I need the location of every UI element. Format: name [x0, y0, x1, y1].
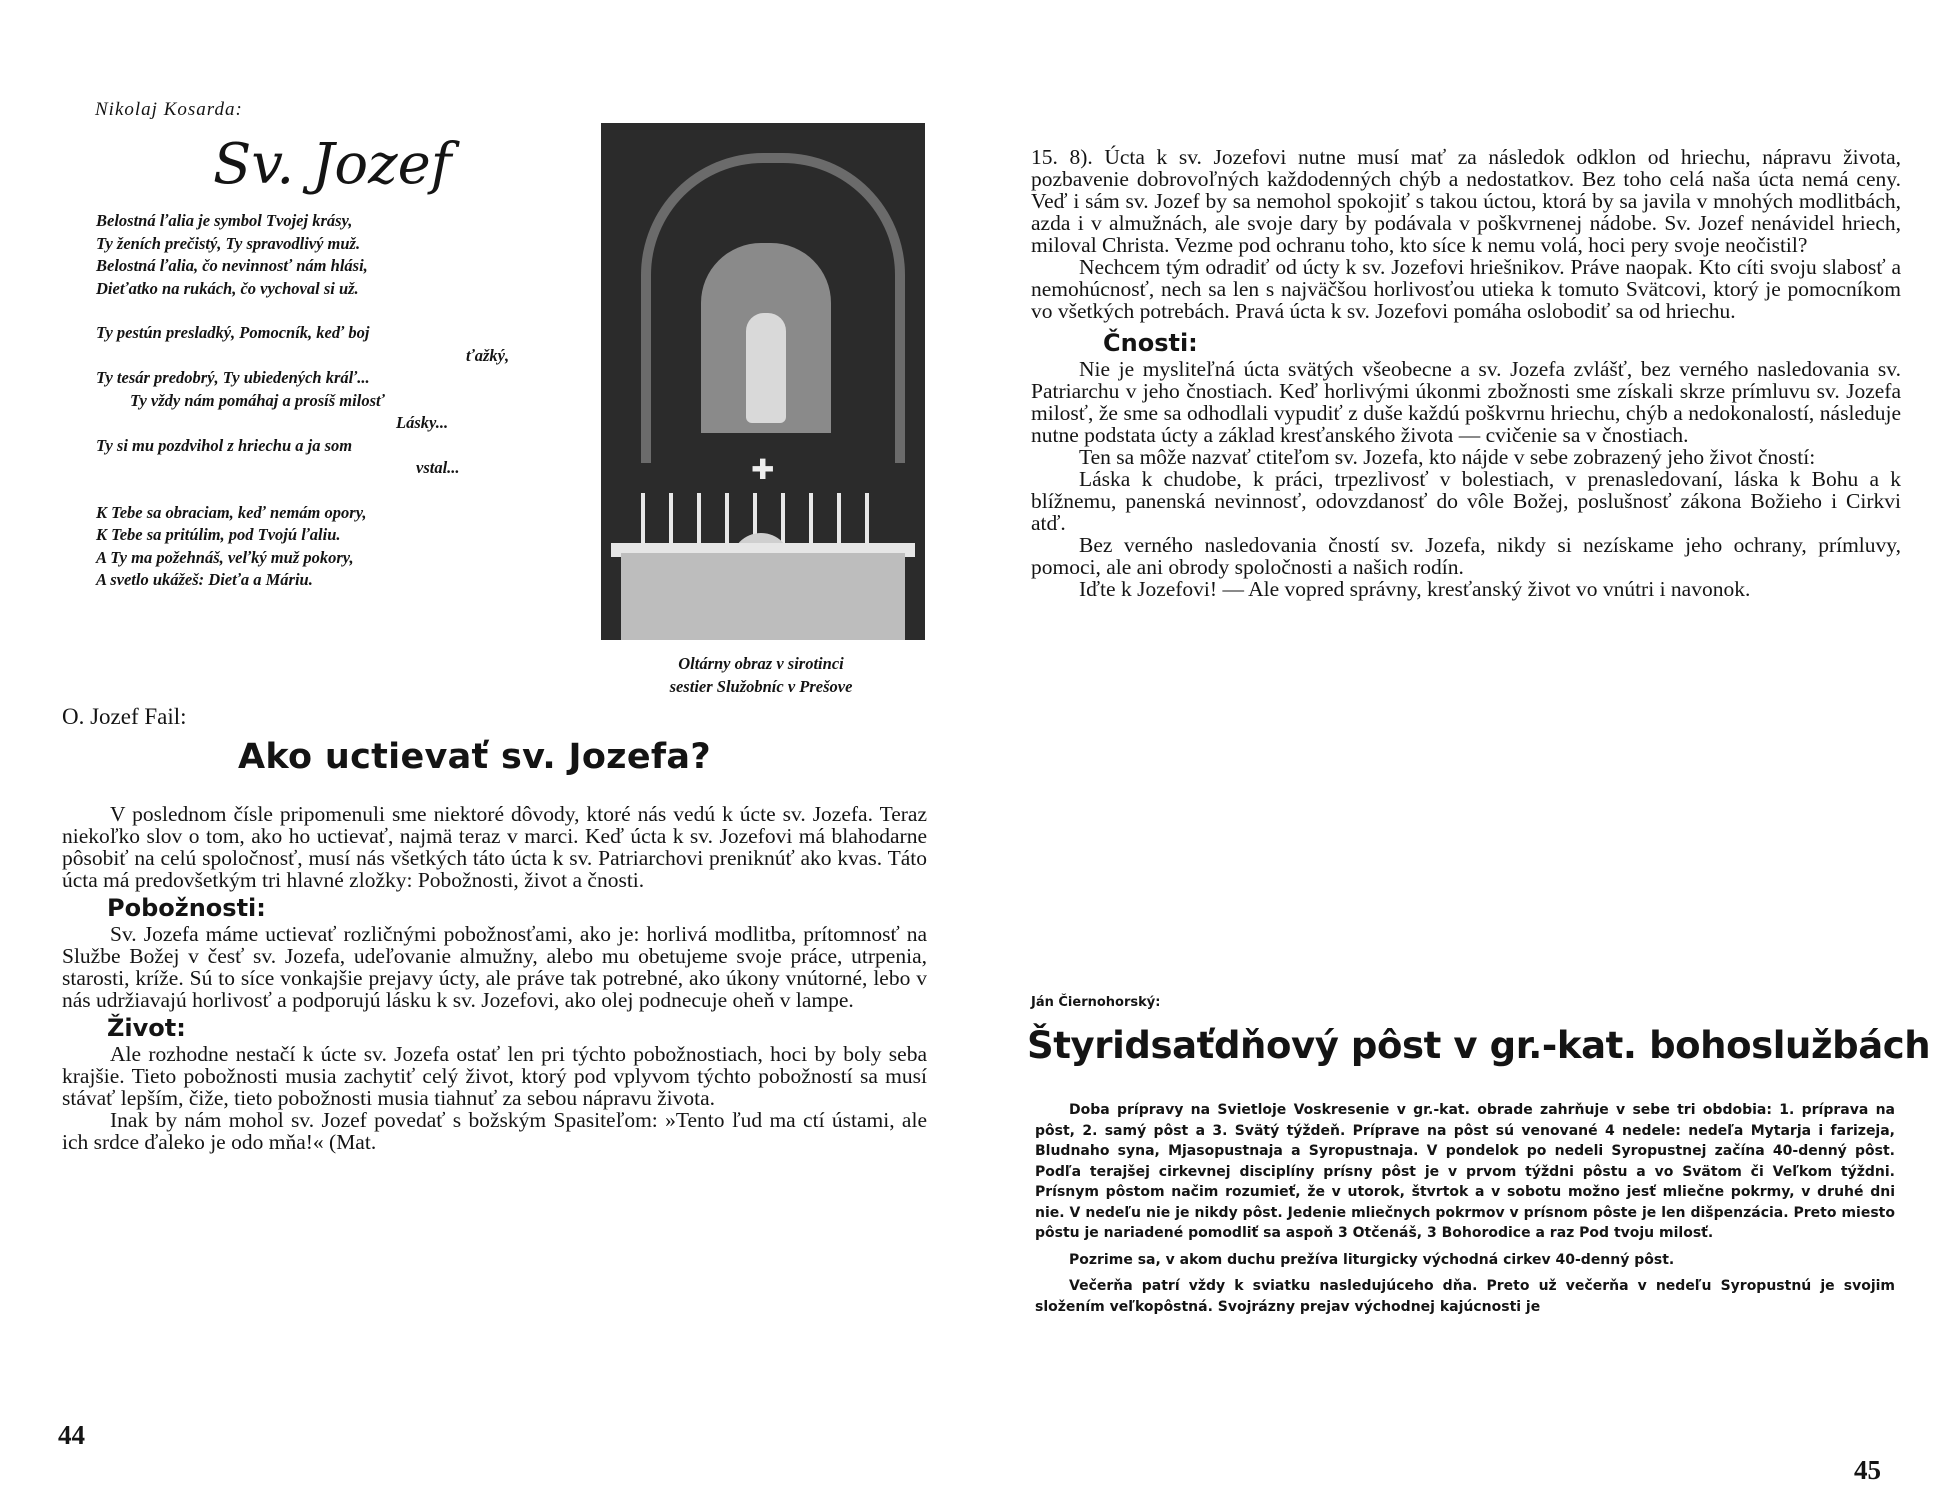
- paragraph: Inak by nám mohol sv. Jozef povedať s božským Spasiteľom: »Tento ľud ma ctí ústami, ale ich srdce ďaleko je odo mňa!« (Mat.: [62, 1108, 927, 1154]
- poem-stanza-3: [96, 502, 516, 592]
- poem-title: Sv. Jozef: [213, 132, 452, 197]
- article-body-continued: [1031, 146, 1901, 600]
- poem-line: Ty vždy nám pomáhaj a prosíš milosť: [130, 390, 385, 410]
- poem-author: Nikolaj Kosarda:: [95, 99, 243, 120]
- section-heading: Čnosti:: [1103, 329, 1198, 357]
- second-article-body: [1035, 1100, 1895, 1323]
- article-title: Ako uctievať sv. Jozefa?: [238, 737, 711, 777]
- paragraph: Pozrime sa, v akom duchu prežíva liturgicky východná cirkev 40-denný pôst.: [1069, 1251, 1675, 1268]
- poem-line: Ty pestún presladký, Pomocník, keď boj: [96, 323, 370, 342]
- photo-figure: [746, 313, 786, 423]
- poem-line: A Ty ma požehnáš, veľký muž pokory,: [96, 547, 354, 567]
- poem-line: Ty tesár predobrý, Ty ubiedených kráľ...: [96, 368, 370, 387]
- paragraph: 15. 8). Úcta k sv. Jozefovi nutne musí mať za následok odklon od hriechu, nápravu života, pozbavenie dobrovoľných každodenných chýb a nedostatkov. Bez toho celá naša úcta nemá ceny. Veď i sám sv. Jozef by sa nemohol spokojiť s takou úctou, ktorá by sa javila v mnohých modlitbách, azda i v almužnách, ale svoje dary by podávala v poškvrnenej nádobe. Sv. Jozef nenávidel hriech, miloval Christa. Vezme pod ochranu toho, kto síce k nemu volá, hoci pery svoje neočistil?: [1031, 145, 1901, 257]
- paragraph: Láska k chudobe, k práci, trpezlivosť v bolestiach, v prenasledovaní, láska k Bohu a k blížnemu, panenská nevinnosť, odovzdanosť do vôle Božej, poslušnosť zákona Božieho i Cirkvi atď.: [1031, 467, 1901, 535]
- article-body: [62, 803, 927, 1153]
- page-number: 45: [1854, 1455, 1881, 1485]
- paragraph: Večerňa patrí vždy k sviatku nasledujúceho dňa. Preto už večerňa v nedeľu Syropustnú je svojim složením veľkopôstná. Svojrázny prejav východnej kajúcnosti je: [1035, 1278, 1895, 1315]
- second-article-author: Ján Čiernohorský:: [1031, 995, 1161, 1010]
- article-author: O. Jozef Fail:: [62, 704, 187, 729]
- paragraph: Iďte k Jozefovi! — Ale vopred správny, kresťanský život vo vnútri i navonok.: [1079, 577, 1751, 601]
- poem-line: Belostná ľalia, čo nevinnosť nám hlási,: [96, 256, 368, 275]
- altar-photo: [601, 123, 925, 640]
- paragraph: Doba prípravy na Svietloje Voskresenie v gr.-kat. obrade zahrňuje v sebe tri obdobia: 1. príprava na pôst, 2. samý pôst a 3. Svätý týždeň. Príprave na pôst sú venované 4 nedele: nedeľa Mytarja i farizeja, Bludnaho syna, Mjasopustnaja a Syropustnaja. V pondelok po nedeli Syropustnej začína 40-denný pôst. Podľa terajšej cirkevnej disciplíny prísny pôst je v prvom týždni pôstu a vo Svätom či Veľkom týždni. Prísnym pôstom načim rozumieť, že v utorok, štvrtok a v sobotu možno jesť mliečne pokrmy, v druhé dni nie. V nedeľu nie je nikdy pôst. Jedenie mliečnych pokrmov v prísnom pôste je len dišpenzácia. Preto miesto pôstu je nariadené pomodliť sa aspoň 3 Otčenáš, 3 Bohorodice a raz Pod tvoju milosť.: [1035, 1102, 1895, 1241]
- second-article-title: Štyridsaťdňový pôst v gr.-kat. bohoslužbách: [1027, 1024, 1931, 1067]
- photo-caption: [616, 652, 906, 698]
- poem-line: Ty ženích prečistý, Ty spravodlivý muž.: [96, 233, 361, 253]
- right-page: [977, 0, 1954, 1500]
- poem-stanza-2: [96, 322, 516, 480]
- paragraph: Nie je mysliteľná úcta svätých všeobecne a sv. Jozefa zvlášť, bez verného nasledovania sv. Patriarchu v jeho čnostiach. Keď horlivými úkonmi zbožnosti sme získali skrze prímluvu sv. Jozefa milosť, že sme sa odhodlali vypudiť z duše každú poškvrnu hriechu, chýb a nedokonalostí, následuje nutne podstata úcty a základ kresťanského života — cvičenie sa v čnostiach.: [1031, 357, 1901, 447]
- cross-icon: ✚: [751, 453, 775, 486]
- photo-altar: [621, 553, 905, 640]
- poem-line: Dieťatko na rukách, čo vychoval si už.: [96, 278, 359, 298]
- photo-caption-line: Oltárny obraz v sirotinci: [678, 654, 844, 673]
- section-heading: Život:: [107, 1014, 186, 1042]
- page-number: 44: [58, 1420, 85, 1450]
- poem-stanza-1: [96, 210, 516, 300]
- poem-line: ťažký,: [466, 345, 510, 365]
- poem: [96, 210, 516, 614]
- poem-line: Belostná ľalia je symbol Tvojej krásy,: [96, 211, 353, 230]
- poem-line: Lásky...: [396, 413, 449, 432]
- paragraph: Ale rozhodne nestačí k úcte sv. Jozefa ostať len pri týchto pobožnostiach, hoci by boly seba krajšie. Tieto pobožnosti musia zachytiť celý život, ktorý pod vplyvom týchto pobožností sa musí stávať lepším, čiže, tieto pobožnosti musia tiahnuť za sebou nápravu života.: [62, 1042, 927, 1110]
- poem-line: vstal...: [416, 458, 460, 477]
- paragraph: Bez verného nasledovania čností sv. Jozefa, nikdy si nezískame jeho ochrany, prímluvy, pomoci, ale ani obrody spoločnosti a našich rodín.: [1031, 533, 1901, 579]
- photo-caption-line: sestier Služobníc v Prešove: [669, 677, 853, 696]
- paragraph: Ten sa môže nazvať ctiteľom sv. Jozefa, kto nájde v sebe zobrazený jeho život čností:: [1079, 445, 1816, 469]
- paragraph: Nechcem tým odradiť od úcty k sv. Jozefovi hriešnikov. Práve naopak. Kto cíti svoju slabosť a nemohúcnosť, nech sa len s najväčšou horlivosťou utieka k tomuto Svätcovi, ktorý je pomocníkom vo všetkých potrebách. Pravá úcta k sv. Jozefovi pomáha oslobodiť sa od hriechu.: [1031, 255, 1901, 323]
- paragraph: V poslednom čísle pripomenuli sme niektoré dôvody, ktoré nás vedú k úcte sv. Jozefa. Teraz niekoľko slov o tom, ako ho uctievať, najmä teraz v marci. Keď úcta k sv. Jozefovi má blahodarne pôsobiť na celú spoločnosť, musí nás všetkých táto úcta k sv. Patriarchovi preniknúť ako kvas. Táto úcta má predovšetkým tri hlavné zložky: Pobožnosti, život a čnosti.: [62, 802, 927, 892]
- poem-line: K Tebe sa obraciam, keď nemám opory,: [96, 502, 367, 522]
- poem-line: Ty si mu pozdvihol z hriechu a ja som: [96, 435, 353, 455]
- paragraph: Sv. Jozefa máme uctievať rozličnými pobožnosťami, ako je: horlivá modlitba, prítomnosť na Službe Božej v česť sv. Jozefa, udeľovanie almužny, alebo mu obetujeme svoje práce, utrpenia, starosti, kríže. Sú to síce vonkajšie prejavy úcty, ale práve tak potrebné, ako úkony vnútorné, lebo v nás udržiavajú horlivosť a podporujú lásku k sv. Jozefovi, ako olej podnecuje oheň v lampe.: [62, 922, 927, 1012]
- poem-line: K Tebe sa pritúlim, pod Tvojú ľaliu.: [96, 525, 341, 544]
- section-heading: Pobožnosti:: [107, 894, 266, 922]
- poem-line: A svetlo ukážeš: Dieťa a Máriu.: [96, 570, 313, 589]
